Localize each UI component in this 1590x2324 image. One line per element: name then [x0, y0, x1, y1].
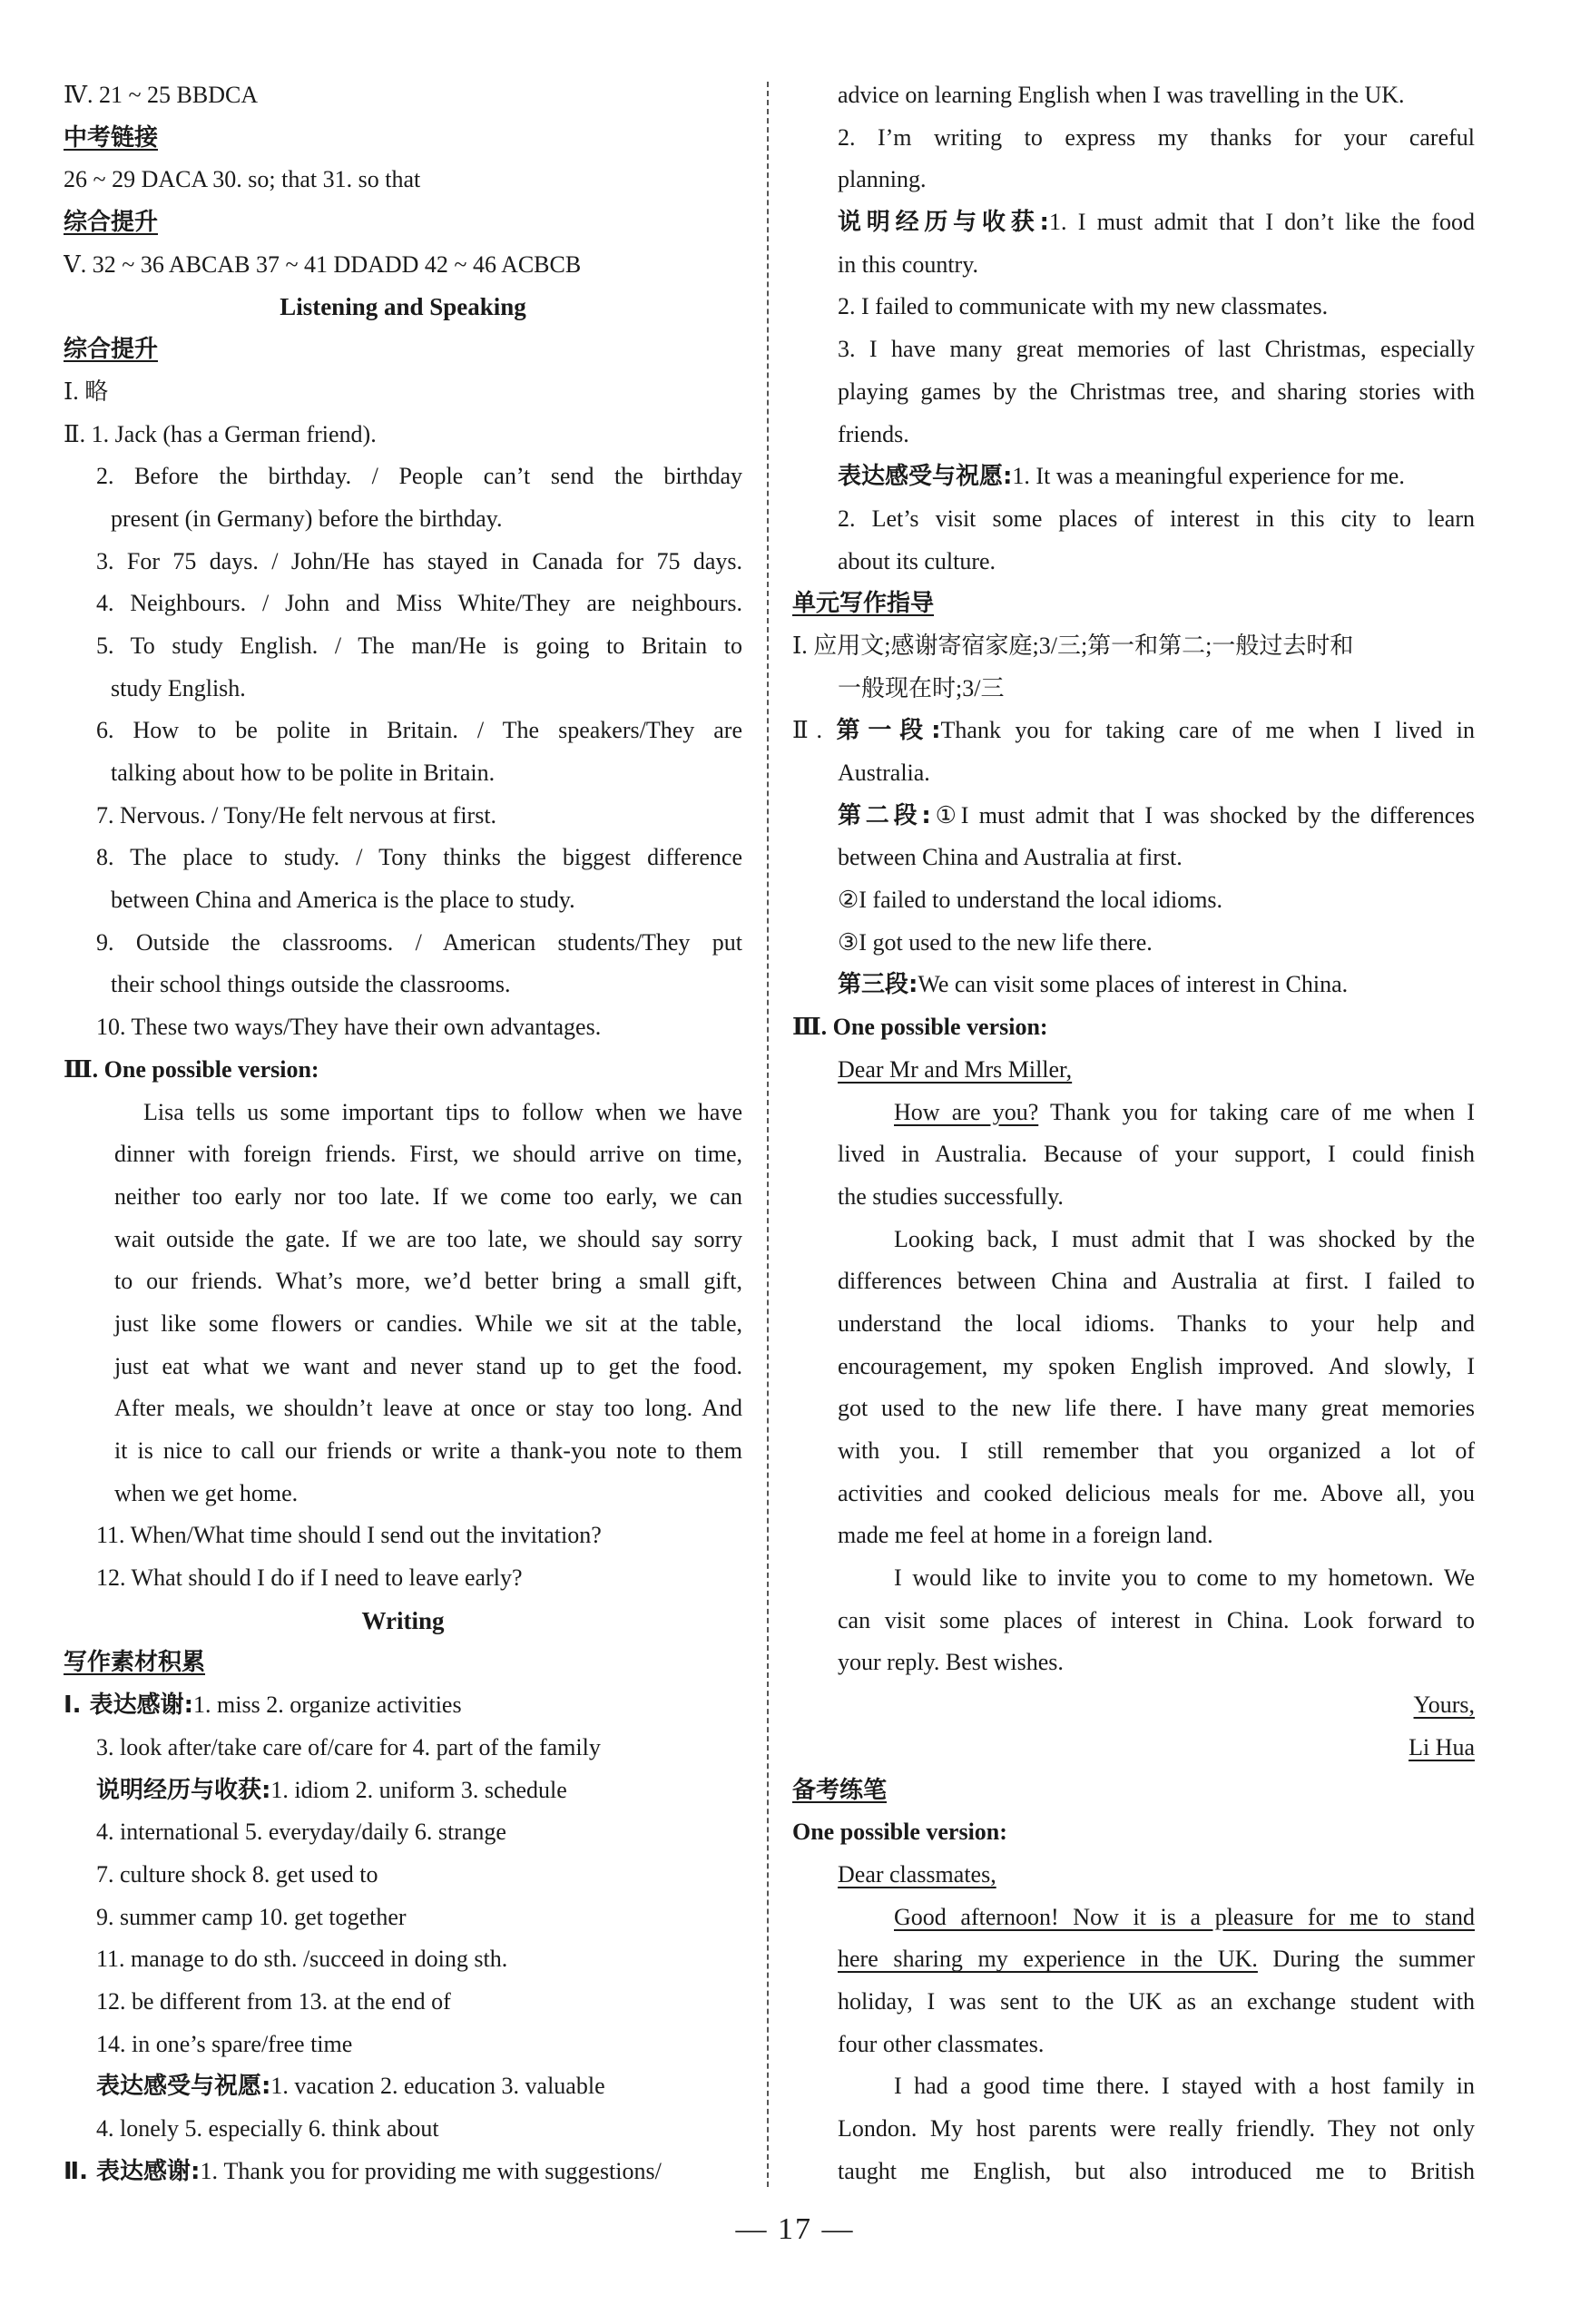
version-heading: [64, 1049, 742, 1092]
material-text: 1. Thank you for providing me with suggestions/: [200, 2157, 662, 2184]
paragraph-text: ①I must admit that I was shocked by the differences: [930, 801, 1475, 829]
right-column: [792, 74, 1475, 2192]
answer-line: present (in Germany) before the birthday.: [111, 505, 503, 532]
paragraph-text: Thank you for taking care of me when I lived in: [940, 717, 1475, 744]
letter-signature: [792, 1727, 1475, 1770]
letter-closing: [792, 1684, 1475, 1727]
part-title: Listening and Speaking: [280, 293, 526, 321]
letter-line: got used to the new life there. I have many great memories: [838, 1395, 1475, 1422]
material-line: [64, 1770, 742, 1812]
material-text: 1. I must admit that I don’t like the food: [1048, 209, 1475, 236]
speech-line: [792, 1938, 1475, 1981]
material-label: Ⅱ. 表达感谢:: [64, 2157, 201, 2185]
essay-line: to our friends. What’s more, we’d better bring a small gift,: [114, 1268, 742, 1295]
answer-line: ③I got used to the new life there.: [838, 928, 1153, 956]
answer-line: 4. Neighbours. / John and Miss White/They are neighbours.: [96, 590, 742, 617]
essay-line: wait outside the gate. If we are too late, we should say sorry: [114, 1225, 742, 1252]
roman-numeral: Ⅲ.: [792, 1014, 828, 1041]
paragraph-label: 第一段:: [836, 717, 941, 745]
material-line: 11. manage to do sth. /succeed in doing sth.: [96, 1946, 508, 1973]
answer-line: planning.: [838, 166, 927, 193]
speech-greeting: [792, 1854, 1475, 1897]
answer-line: 2. I failed to communicate with my new classmates.: [838, 293, 1329, 320]
speech-line: taught me English, but also introduced me to British: [838, 2157, 1475, 2184]
answer-line: talking about how to be polite in Britain.: [111, 760, 496, 786]
answer-line: 6. How to be polite in Britain. / The speakers/They are: [96, 717, 742, 744]
material-line: 7. culture shock 8. get used to: [96, 1860, 378, 1888]
essay-line: when we get home.: [114, 1479, 299, 1506]
answer-line: Ⅳ. 21 ~ 25 BBDCA: [64, 82, 259, 108]
answer-line: ②I failed to understand the local idioms.: [838, 887, 1223, 914]
letter-greeting: [792, 1049, 1475, 1092]
essay-line: After meals, we shouldn’t leave at once or stay too long. And: [114, 1395, 742, 1422]
material-text: 1. miss 2. organize activities: [193, 1692, 462, 1719]
letter-line: I would like to invite you to come to my hometown. We: [894, 1564, 1475, 1592]
letter-line: the studies successfully.: [838, 1182, 1064, 1210]
material-line: 12. be different from 13. at the end of: [96, 1987, 451, 2015]
answer-line: Ⅴ. 32 ~ 36 ABCAB 37 ~ 41 DDADD 42 ~ 46 ACBCB: [64, 250, 582, 278]
essay-line: dinner with foreign friends. First, we should arrive on time,: [114, 1141, 742, 1168]
left-column: [64, 74, 742, 2192]
closing-text: Yours,: [1413, 1692, 1475, 1719]
roman-numeral: Ⅱ.: [792, 717, 823, 744]
section-heading: 综合提升: [64, 336, 159, 364]
answer-line: Ⅰ. 略: [64, 378, 109, 405]
greeting-text: Dear classmates,: [838, 1860, 996, 1888]
answer-line: 9. Outside the classrooms. / American students/They put: [96, 928, 742, 956]
answer-line: 3. For 75 days. / John/He has stayed in Canada for 75 days.: [96, 547, 742, 574]
paragraph-text: We can visit some places of interest in China.: [918, 971, 1349, 998]
material-line: 4. international 5. everyday/daily 6. strange: [96, 1819, 506, 1846]
essay-line: Lisa tells us some important tips to follow when we have: [143, 1098, 742, 1125]
part-title: Writing: [361, 1606, 445, 1634]
speech-text: During the summer: [1257, 1946, 1475, 1973]
speech-line: four other classmates.: [838, 2030, 1045, 2057]
letter-line: with you. I still remember that you organized a lot of: [838, 1437, 1475, 1464]
material-label: 表达感受与祝愿:: [838, 463, 1013, 491]
answer-line: Australia.: [838, 760, 930, 786]
letter-line: your reply. Best wishes.: [838, 1649, 1064, 1676]
version-label: One possible version:: [103, 1055, 319, 1083]
section-heading: 写作素材积累: [64, 1649, 206, 1677]
version-label: One possible version:: [832, 1014, 1048, 1041]
paragraph-label: 第三段:: [838, 971, 918, 999]
material-label: 表达感受与祝愿:: [96, 2073, 271, 2101]
material-line: [64, 2065, 742, 2108]
signature-text: Li Hua: [1408, 1733, 1475, 1760]
material-line: 3. look after/take care of/care for 4. part of the family: [96, 1733, 601, 1760]
answer-line: their school things outside the classrooms.: [111, 971, 511, 998]
letter-line: made me feel at home in a foreign land.: [838, 1522, 1213, 1549]
essay-line: just like some flowers or candies. While we sit at the table,: [114, 1309, 742, 1337]
answer-line: friends.: [838, 420, 909, 447]
material-label: Ⅰ. 表达感谢:: [64, 1692, 194, 1720]
material-line: [64, 1684, 742, 1727]
material-label: 说明经历与收获:: [96, 1776, 271, 1804]
answer-line: in this country.: [838, 250, 979, 278]
letter-line: activities and cooked delicious meals for me. Above all, you: [838, 1479, 1475, 1506]
underlined-opening: How are you?: [894, 1098, 1039, 1125]
answer-line: Ⅱ. 1. Jack (has a German friend).: [64, 420, 377, 447]
material-line: [64, 2151, 742, 2193]
answer-line: 12. What should I do if I need to leave early?: [96, 1564, 523, 1592]
answer-line: [792, 795, 1475, 838]
material-line: 14. in one’s spare/free time: [96, 2030, 353, 2057]
answer-line: about its culture.: [838, 547, 996, 574]
letter-line: differences between China and Australia at first. I failed to: [838, 1268, 1475, 1295]
answer-line: 10. These two ways/They have their own advantages.: [96, 1014, 602, 1041]
roman-numeral: Ⅲ.: [64, 1055, 99, 1083]
letter-line: lived in Australia. Because of your support, I could finish: [838, 1141, 1475, 1168]
paragraph-label: 第二段:: [838, 801, 931, 829]
answer-line: study English.: [111, 674, 246, 701]
answer-line: 2. I’m writing to express my thanks for your careful: [838, 123, 1475, 151]
answer-line: 8. The place to study. / Tony thinks the biggest difference: [96, 844, 742, 871]
answer-line: 11. When/What time should I send out the invitation?: [96, 1522, 602, 1549]
speech-line: Good afternoon! Now it is a pleasure for me to stand: [894, 1903, 1475, 1930]
answer-line: [792, 456, 1475, 498]
answer-line: 5. To study English. / The man/He is going to Britain to: [96, 632, 742, 659]
section-heading: 单元写作指导: [792, 590, 935, 618]
answer-line: between China and Australia at first.: [838, 844, 1183, 871]
answer-line: advice on learning English when I was travelling in the UK.: [838, 82, 1405, 108]
speech-line: London. My host parents were really friendly. They not only: [838, 2115, 1475, 2142]
answer-line: [792, 710, 1475, 752]
answer-line: between China and America is the place to study.: [111, 887, 575, 914]
answer-line: [792, 964, 1475, 1006]
answer-line: 2. Before the birthday. / People can’t send the birthday: [96, 463, 742, 490]
letter-line: [792, 1092, 1475, 1134]
letter-line: understand the local idioms. Thanks to your help and: [838, 1309, 1475, 1337]
material-text: 1. It was a meaningful experience for me.: [1012, 463, 1405, 490]
greeting-text: Dear Mr and Mrs Miller,: [838, 1055, 1073, 1083]
letter-line: can visit some places of interest in China. Look forward to: [838, 1606, 1475, 1633]
answer-line: 3. I have many great memories of last Christmas, especially: [838, 336, 1475, 363]
material-label: 说明经历与收获:: [838, 209, 1049, 237]
answer-line: 26 ~ 29 DACA 30. so; that 31. so that: [64, 166, 421, 193]
letter-line: encouragement, my spoken English improved. And slowly, I: [838, 1352, 1475, 1379]
section-heading: 中考链接: [64, 123, 159, 152]
answer-line: playing games by the Christmas tree, and sharing stories with: [838, 378, 1475, 405]
page-number: — 17 —: [735, 2212, 855, 2246]
material-text: 1. vacation 2. education 3. valuable: [270, 2073, 605, 2100]
version-label: One possible version:: [792, 1819, 1007, 1846]
answer-line: Ⅰ. 应用文;感谢寄宿家庭;3/三;第一和第二;一般过去时和: [792, 632, 1354, 659]
material-line: 4. lonely 5. especially 6. think about: [96, 2115, 439, 2142]
answer-line: 7. Nervous. / Tony/He felt nervous at first.: [96, 801, 497, 829]
speech-line: I had a good time there. I stayed with a host family in: [894, 2073, 1475, 2100]
essay-line: neither too early nor too late. If we come too early, we can: [114, 1182, 742, 1210]
essay-line: it is nice to call our friends or write a thank-you note to them: [114, 1437, 742, 1464]
material-line: 9. summer camp 10. get together: [96, 1903, 407, 1930]
column-divider: [767, 82, 769, 2187]
underlined-opening: here sharing my experience in the UK.: [838, 1946, 1258, 1973]
essay-line: just eat what we want and never stand up to get the food.: [114, 1352, 742, 1379]
section-heading: 备考练笔: [792, 1776, 888, 1804]
answer-line: 2. Let’s visit some places of interest in this city to learn: [838, 505, 1475, 532]
letter-line: Looking back, I must admit that I was shocked by the: [894, 1225, 1475, 1252]
material-text: 1. idiom 2. uniform 3. schedule: [270, 1776, 567, 1803]
section-heading: 综合提升: [64, 209, 159, 237]
version-heading: [792, 1006, 1475, 1049]
answer-line: 一般现在时;3/三: [838, 674, 1005, 701]
speech-line: holiday, I was sent to the UK as an exchange student with: [838, 1987, 1475, 2015]
answer-line: [792, 201, 1475, 244]
letter-text: Thank you for taking care of me when I: [1038, 1098, 1475, 1125]
